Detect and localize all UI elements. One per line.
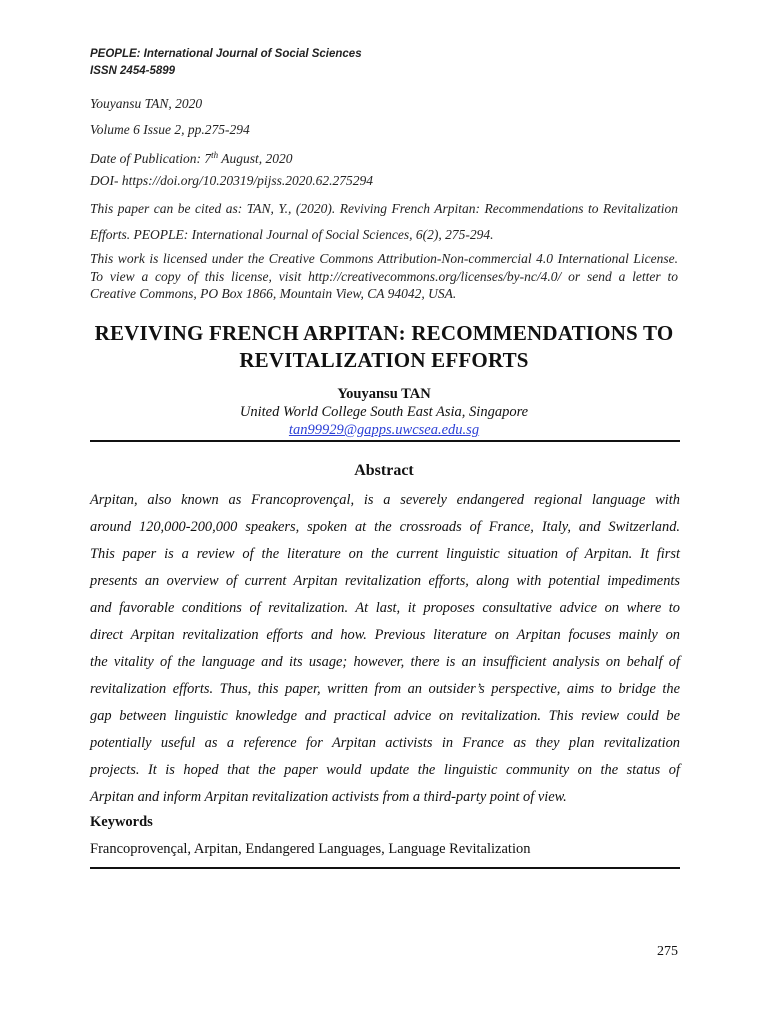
volume-info: Volume 6 Issue 2, pp.275-294 <box>90 121 250 137</box>
abstract-line: direct Arpitan revitalization efforts and how. Previous literature on Arpitan focuses mainly on <box>90 627 680 643</box>
author-block <box>90 385 678 439</box>
license-text: This work is licensed under the Creative Commons Attribution-Non-commercial 4.0 International License. To view a copy of this license, visit http://creativecommons.org/licenses/by-nc/4.0/ or send a letter to Creative Commons, PO Box 1866, Mountain View, CA 94042, USA. <box>90 251 678 301</box>
page-number: 275 <box>657 944 678 959</box>
paper-title-line-2: REVITALIZATION EFFORTS <box>239 348 529 372</box>
author-email-link[interactable]: tan99929@gapps.uwcsea.edu.sg <box>288 422 480 438</box>
paper-title <box>90 320 678 374</box>
abstract-line: Arpitan and inform Arpitan revitalization activists from a third-party point of view. <box>90 789 567 805</box>
abstract-heading: Abstract <box>354 462 414 479</box>
journal-issn: ISSN 2454-5899 <box>90 65 176 77</box>
publication-date-ordinal: th <box>211 150 219 160</box>
abstract-body <box>90 487 680 811</box>
publication-date-prefix: Date of Publication: 7 <box>90 151 212 166</box>
keywords-heading: Keywords <box>90 814 153 830</box>
journal-header <box>90 46 362 80</box>
abstract-line: gap between linguistic knowledge and practical advice on revitalization. This review could be <box>90 708 680 724</box>
abstract-line: revitalization efforts. Thus, this paper, written from an outsider’s perspective, aims to bridge the <box>90 681 680 697</box>
abstract-line: around 120,000-200,000 speakers, spoken at the crossroads of France, Italy, and Switzerland. <box>90 519 680 535</box>
author-year: Youyansu TAN, 2020 <box>90 96 203 111</box>
author-affiliation: United World College South East Asia, Singapore <box>239 404 529 420</box>
paper-title-line-1: REVIVING FRENCH ARPITAN: RECOMMENDATIONS TO <box>94 321 674 345</box>
abstract-line: potentially useful as a reference for Arpitan activists in France as they plan revitalization <box>90 735 680 751</box>
doi-link[interactable]: DOI- https://doi.org/10.20319/pijss.2020.62.275294 <box>90 172 374 188</box>
abstract-line: the vitality of the language and its usage; however, there is an insufficient analysis on behalf of <box>90 654 680 670</box>
abstract-line: presents an overview of current Arpitan revitalization efforts, along with potential impediments <box>90 573 680 589</box>
journal-name: PEOPLE: International Journal of Social Sciences <box>90 48 362 60</box>
keywords-list: Francoprovençal, Arpitan, Endangered Languages, Language Revitalization <box>90 841 531 857</box>
abstract-line: and favorable conditions of revitalization. At last, it proposes consultative advice on where to <box>90 600 680 616</box>
article-metadata <box>90 94 678 303</box>
citation-text: This paper can be cited as: TAN, Y., (2020). Reviving French Arpitan: Recommendations to Revitalization Efforts. PEOPLE: International Journal of Social Sciences, 6(2), 275-294. <box>90 201 678 242</box>
abstract-line: projects. It is hoped that the paper would update the linguistic community on the status of <box>90 762 680 778</box>
top-divider <box>90 440 680 442</box>
author-name: Youyansu TAN <box>337 386 431 402</box>
abstract-line: This paper is a review of the literature on the current linguistic situation of Arpitan. It first <box>90 546 680 562</box>
publication-date <box>90 145 678 171</box>
bottom-divider <box>90 867 680 869</box>
publication-date-suffix: August, 2020 <box>218 151 293 166</box>
abstract-line: Arpitan, also known as Francoprovençal, is a severely endangered regional language with <box>90 492 680 508</box>
